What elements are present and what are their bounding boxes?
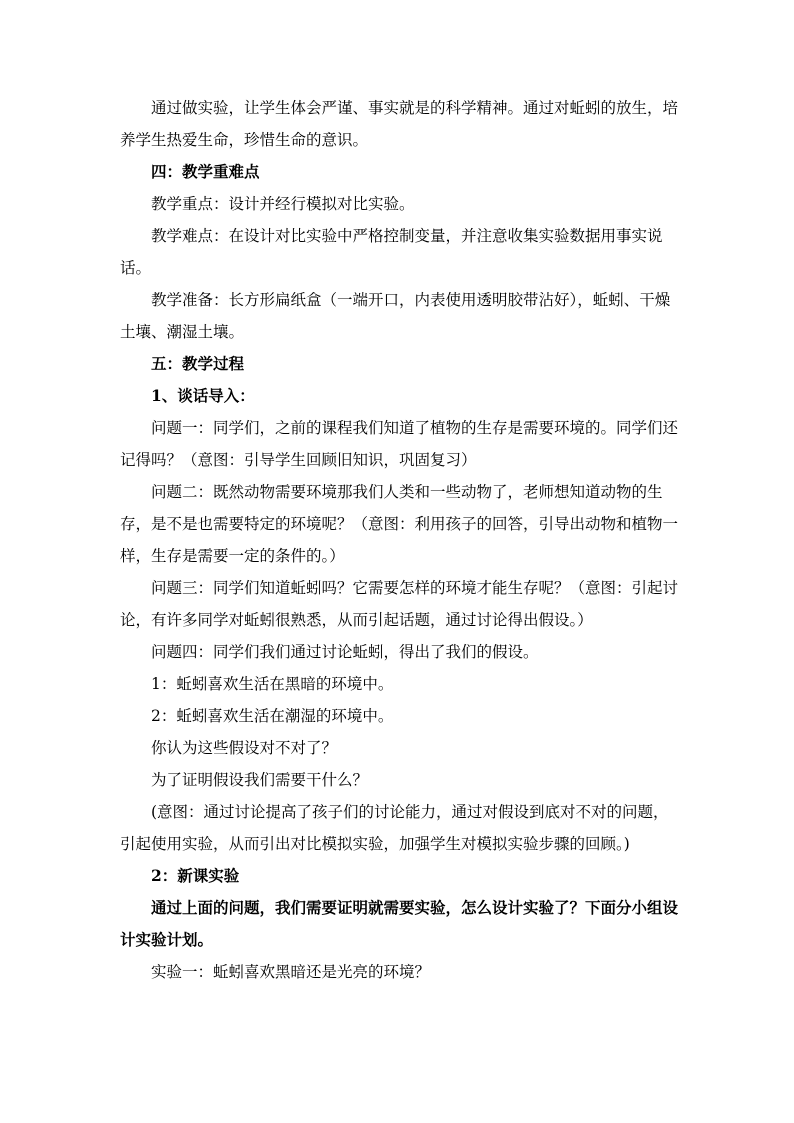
document-page xyxy=(120,92,680,988)
paragraph-experiment-1: 实验一：蚯蚓喜欢黑暗还是光亮的环境？ xyxy=(151,963,431,981)
heading-key-points: 四：教学重难点 xyxy=(151,162,260,181)
paragraph-difficulty: 教学难点：在设计对比实验中严格控制变量，并注意收集实验数据用事实说话。 xyxy=(120,227,663,277)
heading-process: 五：教学过程 xyxy=(151,354,245,373)
paragraph-key-point: 教学重点：设计并经行模拟对比实验。 xyxy=(151,195,415,213)
paragraph-objective: 通过做实验，让学生体会严谨、事实就是的科学精神。通过对蚯蚓的放生，培养学生热爱生命，珍惜生命的意识。 xyxy=(120,99,679,149)
hypothesis-1: 1：蚯蚓喜欢生活在黑暗的环境中。 xyxy=(151,675,394,693)
paragraph-question-1: 问题一：同学们，之前的课程我们知道了植物的生存是需要环境的。同学们还记得吗？（意图：引导学生回顾旧知识，巩固复习） xyxy=(120,419,679,469)
paragraph-intent: (意图：通过讨论提高了孩子们的讨论能力，通过对假设到底对不对的问题，引起使用实验，从而引出对比模拟实验，加强学生对模拟实验步骤的回顾。) xyxy=(120,803,669,853)
paragraph-question-2: 问题二：既然动物需要环境那我们人类和一些动物了，老师想知道动物的生存，是不是也需要特定的环境呢？（意图：利用孩子的回答，引导出动物和植物一样，生存是需要一定的条件的。） xyxy=(120,483,679,565)
subheading-introduction: 1、谈话导入： xyxy=(151,386,255,405)
subheading-new-experiment: 2：新课实验 xyxy=(151,866,240,885)
hypothesis-2: 2：蚯蚓喜欢生活在潮湿的环境中。 xyxy=(151,707,394,725)
paragraph-question-4: 问题四：同学们我们通过讨论蚯蚓，得出了我们的假设。 xyxy=(151,643,539,661)
paragraph-question-3: 问题三：同学们知道蚯蚓吗？它需要怎样的环境才能生存呢？（意图：引起讨论，有许多同学对蚯蚓很熟悉，从而引起话题，通过讨论得出假设。） xyxy=(120,579,679,629)
paragraph-experiment-plan: 通过上面的问题，我们需要证明就需要实验，怎么设计实验了？下面分小组设计实验计划。 xyxy=(120,898,679,949)
paragraph-question-what: 为了证明假设我们需要干什么？ xyxy=(151,771,369,789)
paragraph-preparation: 教学准备：长方形扁纸盒（一端开口，内表使用透明胶带沾好），蚯蚓、干燥土壤、潮湿土壤。 xyxy=(120,291,671,341)
paragraph-question-right: 你认为这些假设对不对了？ xyxy=(151,739,338,757)
